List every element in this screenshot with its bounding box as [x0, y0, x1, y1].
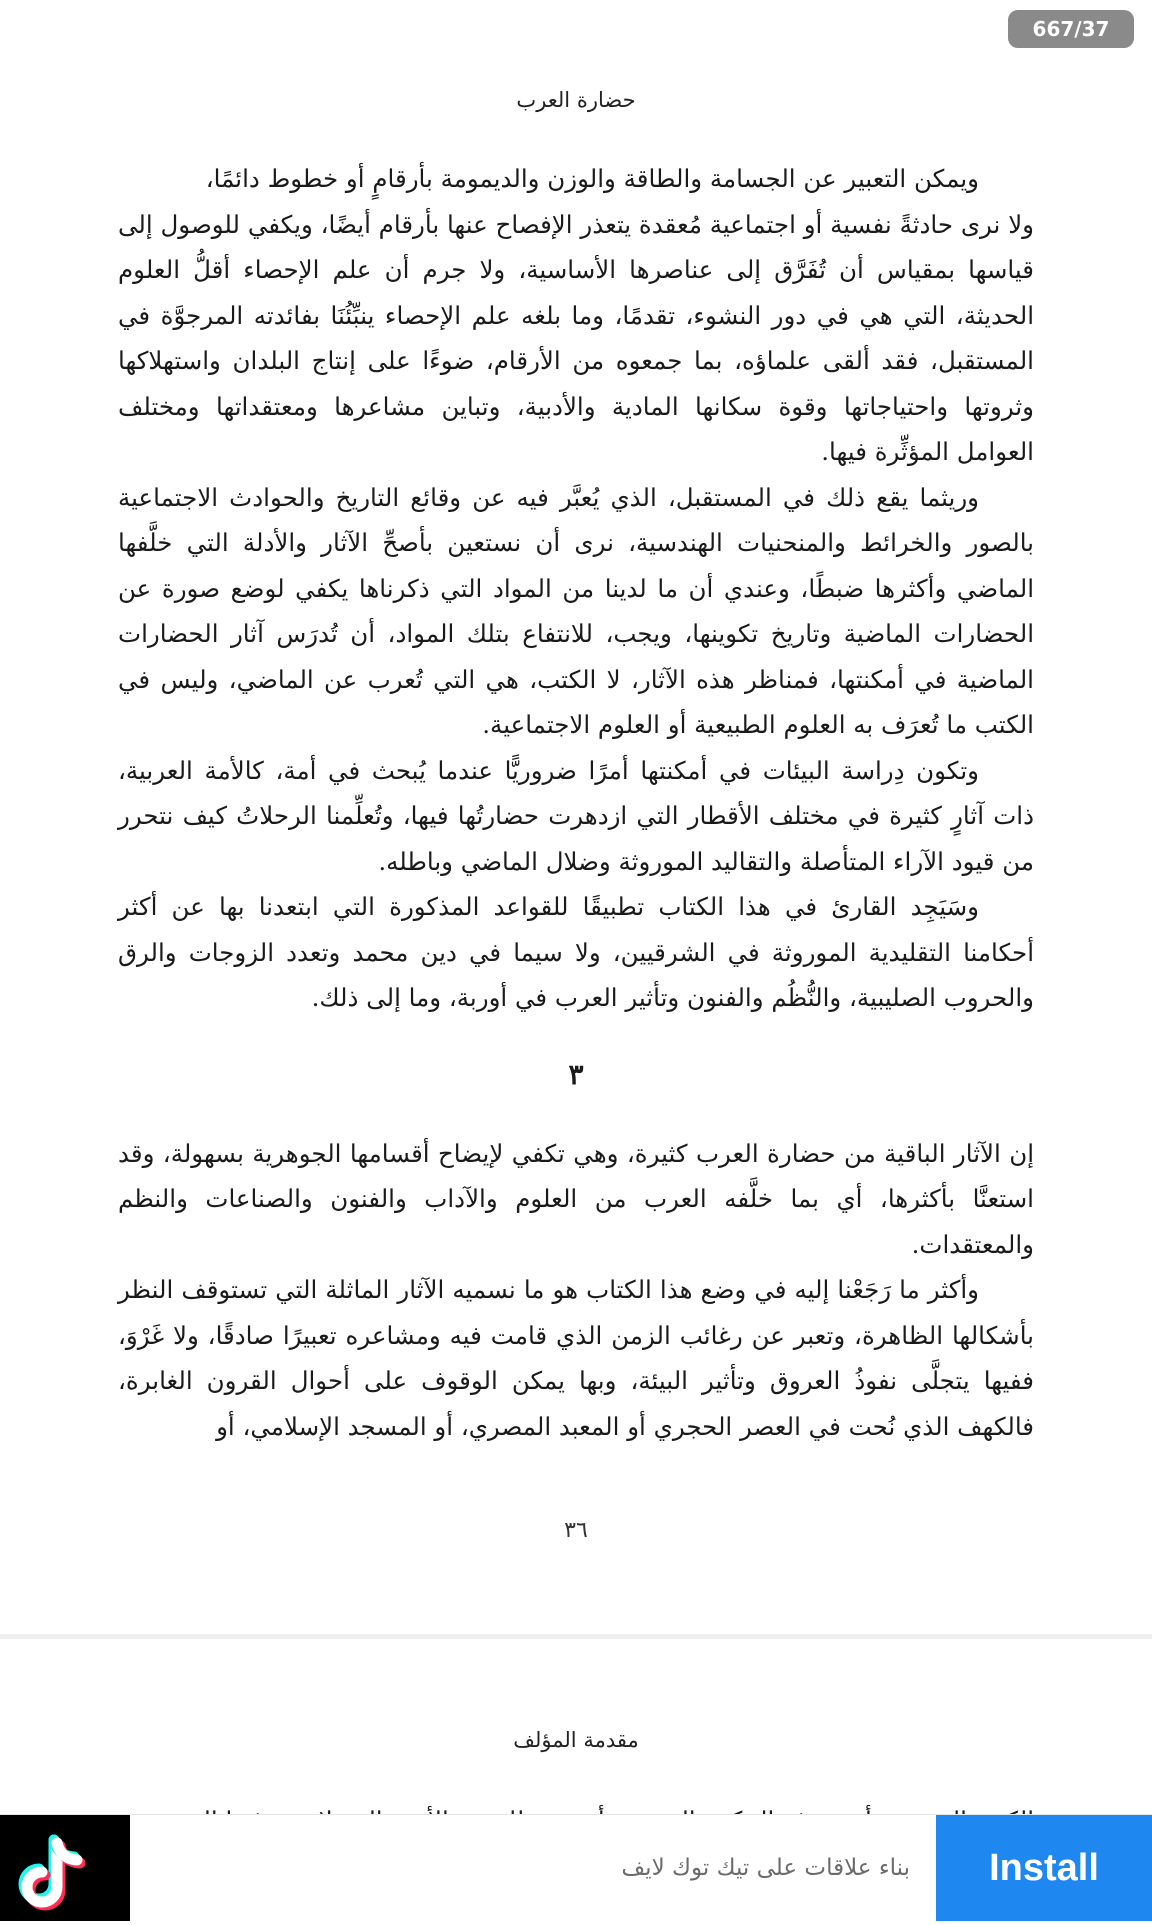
- page-indicator-badge: 667/37: [1008, 10, 1134, 48]
- next-page-running-head: مقدمة المؤلف: [513, 1728, 639, 1752]
- tiktok-logo-icon-svg: [0, 1815, 130, 1921]
- paragraph: ويمكن التعبير عن الجسامة والطاقة والوزن والديمومة بأرقامٍ أو خطوط دائمًا،: [205, 164, 979, 193]
- page-body: [118, 156, 1034, 1449]
- paragraph: إن الآثار الباقية من حضارة العرب كثيرة، وهي تكفي لإيضاح أقسامها الجوهرية بسهولة، وقد استعنَّا بأكثرها، أي بما خلَّفه العرب من العلوم والآداب والفنون والصناعات والنظم والمعتقدات.: [118, 1138, 1034, 1259]
- page-divider: [0, 1634, 1152, 1639]
- paragraph: ولا نرى حادثةً نفسية أو اجتماعية مُعقدة يتعذر الإفصاح عنها بأرقام أيضًا، ويكفي للوصول إلى قياسها بمقياس أن تُفَرَّق إلى عناصرها الأساسية، ولا جرم أن علم الإحصاء أقلُّ العلوم الحديثة، التي هي في دور النشوء، تقدمًا، وما بلغه علم الإحصاء ينبِّئُنَا بفائدته المرجوَّة في المستقبل، فقد ألقى علماؤه، بما جمعوه من الأرقام، ضوءًا على إنتاج البلدان واستهلاكها وثروتها واحتياجاتها وقوة سكانها المادية والأدبية، وتباين مشاعرها ومعتقداتها ومختلف العوامل المؤثِّرة فيها.: [118, 209, 1034, 466]
- ad-text[interactable]: بناء علاقات على تيك توك لايف: [621, 1855, 910, 1881]
- section-number: ٣: [568, 1057, 584, 1091]
- tiktok-logo-icon[interactable]: [0, 1815, 130, 1921]
- page-number: ٣٦: [564, 1518, 588, 1543]
- install-button[interactable]: Install: [936, 1815, 1152, 1921]
- ad-banner[interactable]: [0, 1814, 1152, 1921]
- paragraph: وتكون دِراسة البيئات في أمكنتها أمرًا ضروريًّا عندما يُبحث في أمة، كالأمة العربية، ذات آثارٍ كثيرة في مختلف الأقطار التي ازدهرت حضارتُها فيها، وتُعلِّمنا الرحلاتُ كيف نتحرر من قيود الآراء المتأصلة والتقاليد الموروثة وضلال الماضي وباطله.: [118, 755, 1034, 876]
- running-head: حضارة العرب: [516, 88, 636, 112]
- paragraph: وسَيَجِد القارئ في هذا الكتاب تطبيقًا للقواعد المذكورة التي ابتعدنا بها عن أكثر أحكامنا التقليدية الموروثة في الشرقيين، ولا سيما في دين محمد وتعدد الزوجات والرق والحروب الصليبية، والنُّظُم والفنون وتأثير العرب في أوربة، وما إلى ذلك.: [118, 892, 1034, 1012]
- paragraph: وأكثر ما رَجَعْنا إليه في وضع هذا الكتاب هو ما نسميه الآثار الماثلة التي تستوقف النظر بأشكالها الظاهرة، وتعبر عن رغائب الزمن الذي قامت فيه ومشاعره تعبيرًا صادقًا، ولا غَرْوَ، ففيها يتجلَّى نفوذُ العروق وتأثير البيئة، وبها يمكن الوقوف على أحوال القرون الغابرة، فالكهف الذي نُحت في العصر الحجري أو المعبد المصري، أو المسجد الإسلامي، أو: [118, 1275, 1034, 1441]
- paragraph: وريثما يقع ذلك في المستقبل، الذي يُعبَّر فيه عن وقائع التاريخ والحوادث الاجتماعية بالصور والخرائط والمنحنيات الهندسية، نرى أن نستعين بأصحِّ الآثار والأدلة التي خلَّفها الماضي وأكثرها ضبطًا، وعندي أن ما لدينا من المواد التي ذكرناها يكفي لوضع صورة عن الحضارات الماضية وتاريخ تكوينها، ويجب، للانتفاع بتلك المواد، أن تُدرَس آثار الحضارات الماضية في أمكنتها، فمناظر هذه الآثار، لا الكتب، هي التي تُعرب عن الماضي، وليس في الكتب ما تُعرَف به العلوم الطبيعية أو العلوم الاجتماعية.: [118, 482, 1035, 739]
